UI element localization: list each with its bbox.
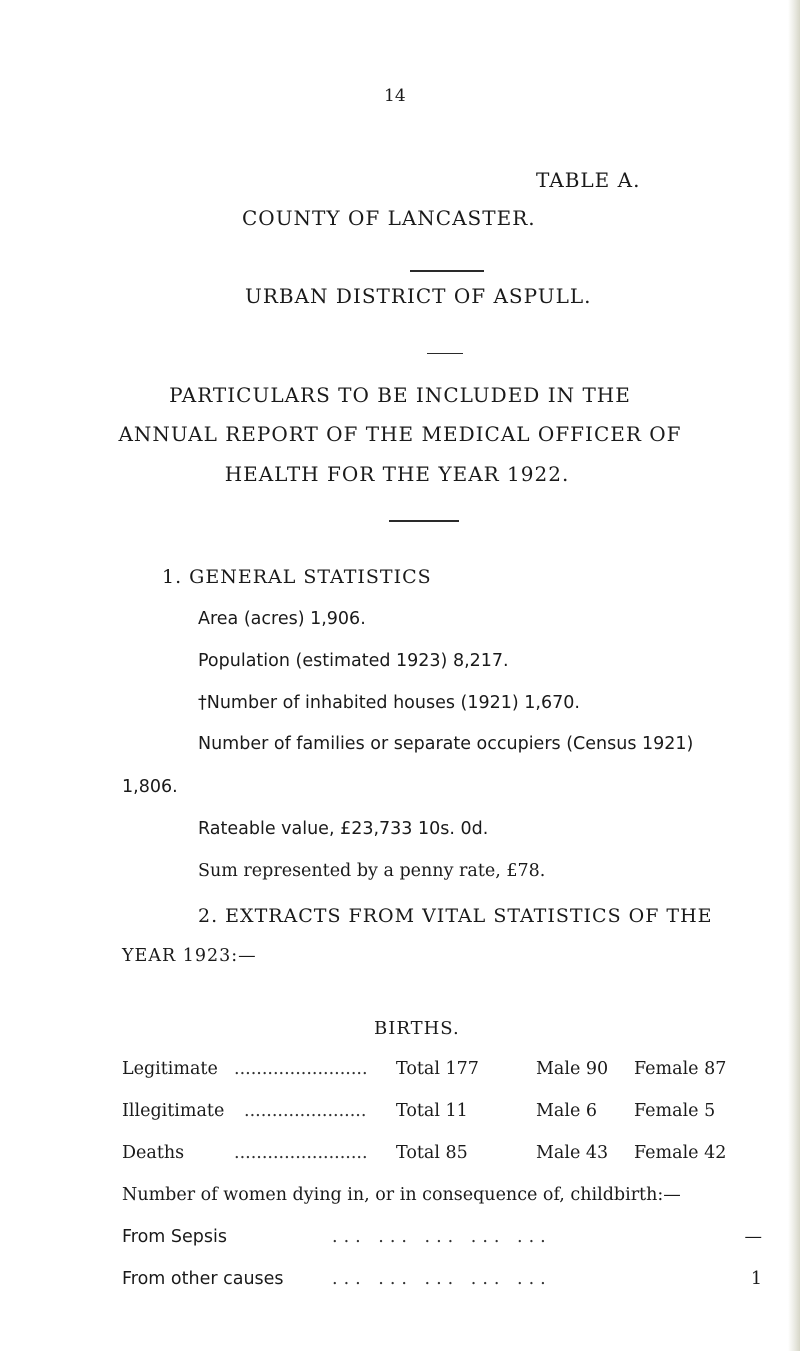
leader-dots: ........................	[234, 1143, 368, 1163]
divider-rule	[389, 520, 459, 522]
births-heading: BIRTHS.	[374, 1018, 460, 1039]
leader-dots: ........................	[234, 1059, 368, 1079]
row-male: Male 43	[536, 1143, 609, 1163]
row-label: Legitimate	[122, 1059, 218, 1079]
rateable-value-line: Rateable value, £23,733 10s. 0d.	[198, 819, 489, 839]
cause-value: 1	[750, 1269, 762, 1289]
report-heading-line-1: PARTICULARS TO BE INCLUDED IN THE	[169, 383, 631, 407]
table-row	[122, 1101, 762, 1125]
row-female: Female 87	[634, 1059, 727, 1079]
families-line-2: 1,806.	[122, 777, 178, 797]
divider-rule	[427, 353, 463, 354]
leader-dots: ... ... ... ... ...	[332, 1227, 552, 1247]
list-item	[122, 1227, 762, 1251]
row-total: Total 177	[396, 1059, 479, 1079]
row-female: Female 5	[634, 1101, 716, 1121]
row-label: Deaths	[122, 1143, 185, 1163]
table-row	[122, 1143, 762, 1167]
cause-value: —	[744, 1227, 762, 1247]
row-total: Total 11	[396, 1101, 468, 1121]
district-heading: URBAN DISTRICT OF ASPULL.	[245, 284, 592, 308]
divider-rule	[410, 270, 484, 272]
houses-line: †Number of inhabited houses (1921) 1,670.	[198, 693, 580, 713]
section-title-vital-statistics-year: YEAR 1923:—	[122, 946, 257, 966]
leader-dots: ... ... ... ... ...	[332, 1269, 552, 1289]
report-heading-line-2: ANNUAL REPORT OF THE MEDICAL OFFICER OF	[118, 422, 682, 446]
row-male: Male 6	[536, 1101, 598, 1121]
row-label: Illegitimate	[122, 1101, 225, 1121]
leader-dots: ......................	[244, 1101, 367, 1121]
cause-label: From Sepsis	[122, 1227, 227, 1247]
county-heading: COUNTY OF LANCASTER.	[242, 206, 536, 230]
table-row	[122, 1059, 762, 1083]
row-total: Total 85	[396, 1143, 468, 1163]
page-number: 14	[384, 86, 406, 106]
table-label: TABLE A.	[536, 168, 641, 192]
area-line: Area (acres) 1,906.	[198, 609, 366, 629]
maternal-deaths-line: Number of women dying in, or in consequence of, childbirth:—	[122, 1185, 681, 1205]
row-female: Female 42	[634, 1143, 727, 1163]
population-line: Population (estimated 1923) 8,217.	[198, 651, 509, 671]
families-line-1: Number of families or separate occupiers (Census 1921)	[198, 734, 694, 754]
page-edge-shadow	[788, 0, 800, 1351]
cause-label: From other causes	[122, 1269, 284, 1289]
penny-rate-line: Sum represented by a penny rate, £78.	[198, 861, 546, 881]
row-male: Male 90	[536, 1059, 609, 1079]
section-title-general-statistics: 1. GENERAL STATISTICS	[162, 566, 432, 588]
section-title-vital-statistics: 2. EXTRACTS FROM VITAL STATISTICS OF THE	[198, 905, 713, 927]
report-heading-line-3: HEALTH FOR THE YEAR 1922.	[224, 462, 570, 486]
list-item	[122, 1269, 762, 1293]
